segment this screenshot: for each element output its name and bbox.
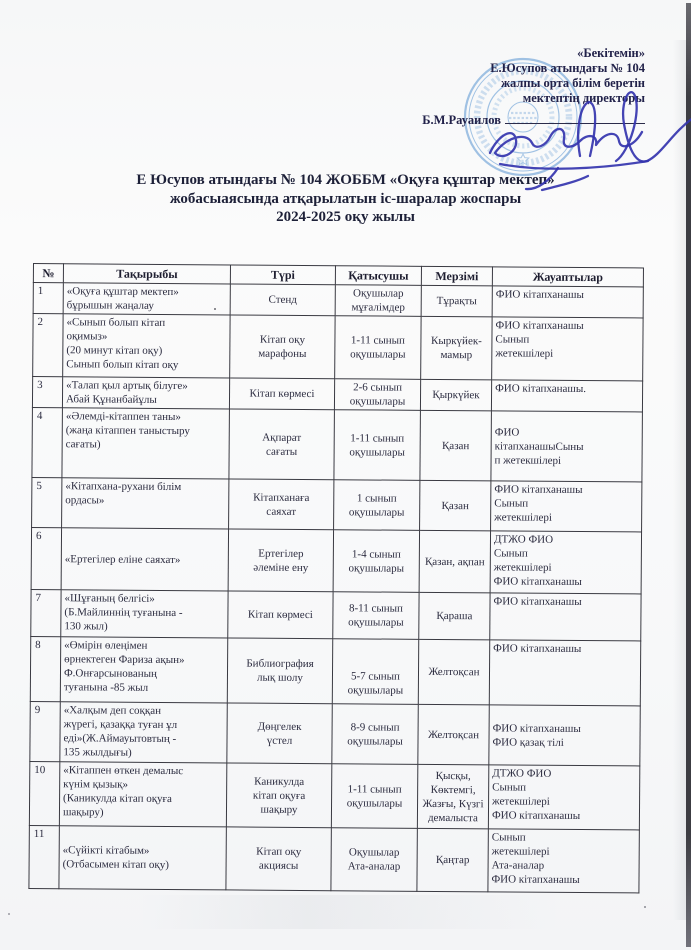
cell-term: Кыркүйек- мамыр: [421, 316, 492, 380]
cell-responsible: Сынып жетекшілері Ата-аналар ФИО кітапханашы: [488, 829, 639, 893]
approval-line: мектептің директоры: [522, 91, 645, 105]
cell-num: 3: [32, 377, 62, 408]
cell-num: 8: [30, 636, 60, 701]
cell-term: Желтоқсан: [418, 639, 489, 705]
cell-type: Кітап көрмесі: [229, 378, 334, 410]
table-row: [32, 477, 642, 531]
cell-topic: «Сүйікті кітабым» (Отбасымен кітап оқу): [59, 826, 226, 890]
table-row: [32, 377, 642, 412]
cell-participant: Оқушылар Ата-аналар: [331, 828, 417, 892]
cell-type: Кітап оқу акциясы: [226, 827, 331, 891]
cell-participant: 1 сынып оқушылары: [334, 480, 420, 531]
table-row: [29, 761, 639, 829]
cell-term: Қаңтар: [417, 828, 488, 892]
column-header-topic: Тақырыбы: [63, 264, 230, 284]
cell-responsible: ФИО кітапханашы.: [491, 380, 642, 412]
cell-term: Қазан: [420, 480, 491, 531]
cell-num: 7: [31, 589, 61, 636]
cell-participant: Оқушылар мұғалімдер: [335, 285, 421, 317]
cell-topic: «Талап қыл артық білуге» Абай Құнанбайұлы: [62, 377, 229, 409]
cell-topic: «Сынып болып кітап оқимыз» (20 минут кітап оқу) Сынып болып кітап оқу: [63, 314, 230, 378]
table-row: [33, 283, 643, 318]
cell-term: Қазан: [420, 410, 492, 481]
cell-responsible: ФИО кітапханашыСыны п жетекшілері: [491, 411, 643, 482]
cell-type: Кітап көрмесі: [228, 591, 333, 639]
cell-type: Ертегілер әлеміне ену: [228, 529, 333, 592]
cell-topic: «Кітаппен өткен демалыс күнім қызық» (Каникулда кітап оқуға шақыру): [59, 762, 226, 827]
cell-topic: «Әлемді-кітаппен таны» (жаңа кітаппен таныстыру сағаты): [62, 408, 230, 479]
title-line-2: жобасыаясында атқарылатын іс-шаралар жоспары: [169, 190, 522, 207]
cell-type: Библиография лық шолу: [227, 638, 332, 704]
cell-topic: «Ертегілер еліне саяхат»: [61, 528, 228, 591]
cell-topic: «Өмірін өлеңімен өрнектеген Фариза ақын» Ф.Онғарсынованың туғанына -85 жыл: [60, 637, 227, 703]
cell-participant: 1-11 сынып оқушылары: [331, 764, 417, 829]
cell-term: Қараша: [419, 592, 490, 640]
cell-responsible: ФИО кітапханашы ФИО қазақ тілі: [489, 705, 640, 766]
cell-type: Дөңгелек үстел: [227, 703, 332, 764]
plan-table-body: [29, 283, 643, 893]
cell-num: 1: [33, 283, 63, 314]
cell-type: Каникулда кітап оқуға шақыру: [226, 763, 331, 828]
cell-num: 9: [30, 701, 60, 761]
cell-num: 5: [32, 477, 62, 527]
cell-participant: 1-11 сынып оқушылары: [334, 410, 421, 481]
activity-plan-table: [28, 263, 644, 893]
cell-type: Кітап оқу марафоны: [230, 315, 335, 379]
cell-term: Қазан, ақпан: [419, 530, 490, 593]
director-name: Б.М.Рауаилов: [422, 113, 501, 127]
table-row: [31, 527, 641, 593]
cell-participant: 5-7 сынып оқушылары: [332, 639, 418, 705]
cell-type: Стенд: [230, 284, 335, 316]
cell-responsible: ДТЖО ФИО Сынып жетекшілері ФИО кітапханашы: [490, 531, 641, 594]
title-line-1: Е Юсупов атындағы № 104 ЖОББМ «Оқуға құштар мектеп»: [136, 172, 555, 188]
cell-topic: «Халқым деп соққан жүрегі, қазаққа туған ұл еді»(Ж.Аймауытовтың - 135 жылдығы): [60, 702, 227, 763]
cell-term: Қысқы, Көктемгі, Жазғы, Күзгі демалыста: [417, 764, 488, 829]
cell-participant: 8-11 сынып оқушылары: [333, 592, 419, 640]
cell-num: 2: [33, 314, 63, 377]
table-wrapper: [28, 263, 644, 893]
cell-num: 6: [31, 527, 61, 589]
table-row: [31, 589, 641, 640]
cell-num: 4: [32, 407, 63, 477]
table-row: [33, 314, 643, 381]
approval-line: жалпы орта білім беретін: [500, 76, 645, 90]
column-header-responsible: Жауаптылар: [492, 267, 643, 287]
approval-line: «Бекітемін»: [577, 46, 645, 60]
column-header-type: Түрі: [230, 265, 335, 285]
cell-participant: 1-11 сынып оқушылары: [335, 316, 421, 380]
table-row: [32, 407, 642, 481]
cell-participant: 2-6 сынып оқушылары: [334, 379, 420, 411]
column-header-participant: Қатысушы: [335, 266, 421, 286]
cell-term: Тұрақты: [421, 285, 492, 317]
cell-responsible: ФИО кітапханашы: [490, 593, 641, 641]
cell-topic: «Шұғаның белгісі» (Б.Майлиннің туғанына - 130 жыл): [61, 590, 228, 638]
cell-topic: «Оқуға құштар мектеп» бұрышын жаңалау: [63, 283, 230, 315]
cell-term: Қыркүйек: [420, 379, 491, 411]
cell-type: Ақпарат сағаты: [229, 409, 335, 480]
column-header-term: Мерзімі: [421, 266, 492, 286]
cell-responsible: ФИО кітапханашы Сынып жетекшілері: [491, 481, 642, 532]
column-header-num: №: [33, 264, 63, 283]
cell-responsible: ФИО кітапханашы: [492, 286, 643, 318]
table-row: [30, 636, 640, 705]
cell-num: 11: [29, 825, 59, 888]
approval-line: Е.Юсупов атындағы № 104: [490, 61, 645, 75]
cell-type: Кітапханаға саяхат: [229, 479, 334, 530]
director-signature: [430, 40, 691, 205]
table-row: [29, 825, 639, 892]
scan-smudge: [140, 895, 560, 929]
cell-participant: 8-9 сынып оқушылары: [332, 704, 418, 765]
cell-responsible: ФИО кітапханашы: [489, 640, 640, 706]
cell-responsible: ДТЖО ФИО Сынып жетекшілері ФИО кітапханашы: [488, 765, 639, 830]
cell-topic: «Кітапхана-рухани білім ордасы»: [62, 478, 229, 529]
title-line-3: 2024-2025 оқу жылы: [276, 209, 415, 225]
table-row: [30, 701, 640, 765]
cell-responsible: ФИО кітапханашы Сынып жетекшілері: [492, 317, 643, 381]
cell-num: 10: [29, 761, 59, 825]
cell-term: Желтоқсан: [418, 704, 489, 765]
cell-participant: 1-4 сынып оқушылары: [333, 530, 419, 593]
